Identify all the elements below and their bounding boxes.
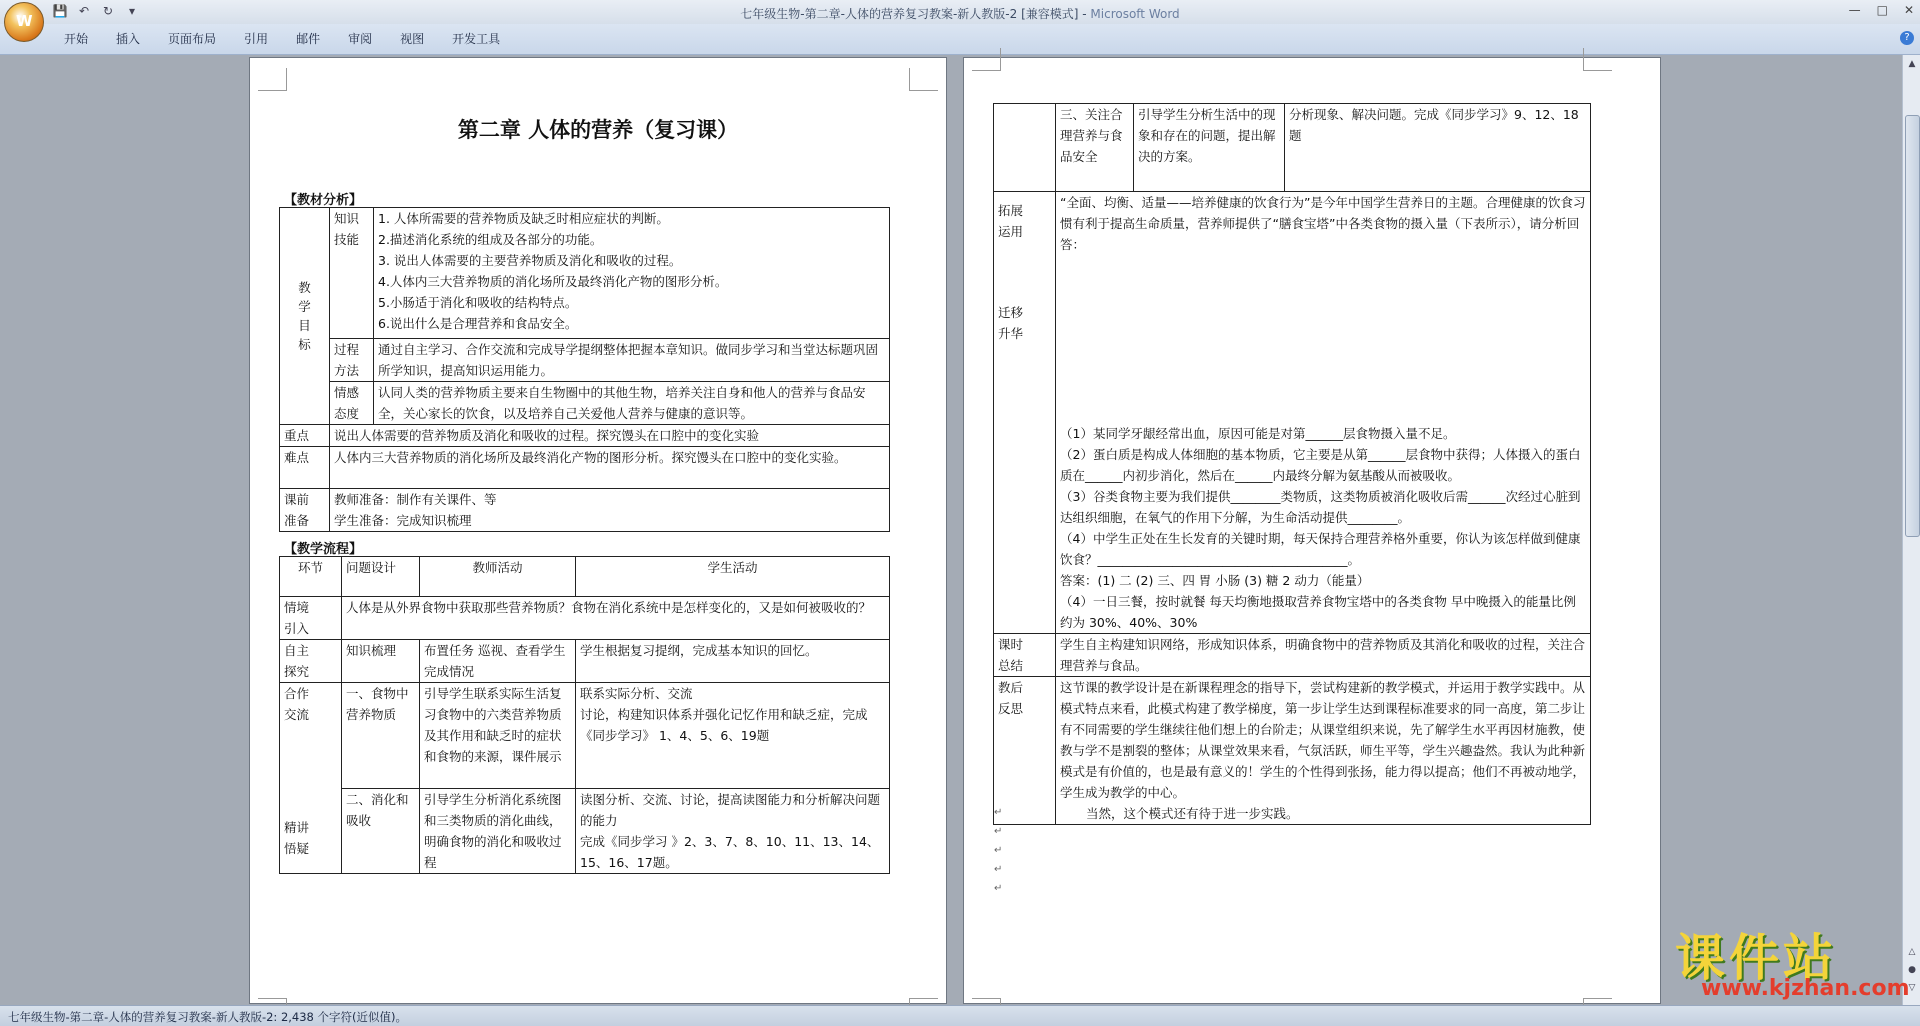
- prep-label-text: 课前准备: [284, 492, 310, 528]
- question-4: （4）中学生正处在生长发育的关键时期，每天保持合理营养格外重要，你认为该怎样做到健康饮食？________________________________________。: [1060, 531, 1581, 567]
- coop1-student: [576, 683, 890, 789]
- pyramid-table-placeholder: [1060, 255, 1586, 423]
- margin-corner: [909, 68, 938, 91]
- flow-table-continued: [993, 103, 1591, 825]
- empty-paragraph-marks: ↵ ↵ ↵ ↵ ↵: [994, 807, 1003, 894]
- food-safety-question: 三、关注合理营养与食品安全: [1056, 104, 1134, 192]
- food-safety-student: 分析现象、解决问题。完成《同步学习》9、12、18题: [1285, 104, 1591, 192]
- coop1-question: 一、食物中营养物质: [342, 683, 420, 789]
- expand-intro: “全面、均衡、适量——培养健康的饮食行为”是今年中国学生营养日的主题。合理健康的饮食习惯有利于提高生命质量，营养师提供了“膳食宝塔”中各类食物的摄入量（下表所示），请分析回答：: [1060, 195, 1586, 252]
- close-icon[interactable]: ✕: [1903, 3, 1914, 17]
- prep-label: [280, 489, 330, 532]
- next-page-icon[interactable]: ▽: [1908, 983, 1916, 993]
- site-watermark: [1665, 918, 1920, 1004]
- explain-label-text: 精讲悟疑: [284, 820, 310, 856]
- expand-label: [994, 192, 1056, 634]
- section-heading-analysis: 【教材分析】: [284, 193, 363, 208]
- food-safety-teacher: 引导学生分析生活中的现象和存在的问题，提出解决的方案。: [1134, 104, 1285, 192]
- reflection-content: [1056, 677, 1591, 825]
- prep-teacher: 教师准备：制作有关课件、等: [334, 492, 497, 507]
- tab-view[interactable]: 视图: [400, 32, 425, 46]
- reflection-last-line: 当然，这个模式还有待于进一步实践。: [1086, 806, 1299, 821]
- ribbon: [0, 24, 1920, 55]
- scroll-thumb[interactable]: [1905, 115, 1920, 537]
- summary-text: 学生自主构建知识网络，形成知识体系，明确食物中的营养物质及其消化和吸收的过程，关注合理营养与食品。: [1056, 634, 1591, 677]
- office-logo-icon: W: [16, 12, 33, 30]
- difficult-point-label: 难点: [280, 447, 330, 489]
- document-workspace: [0, 55, 1902, 1005]
- difficult-point-text: 人体内三大营养物质的消化场所及最终消化产物的图形分析。探究馒头在口腔中的变化实验。: [330, 447, 890, 489]
- knowledge-item: 3. 说出人体需要的主要营养物质及消化和吸收的过程。: [378, 253, 682, 268]
- document-name: 七年级生物-第二章-人体的营养复习教案-新人教版-2 [兼容模式]: [740, 7, 1079, 21]
- title-bar: [0, 0, 1920, 24]
- process-label-text: 过程方法: [334, 342, 360, 378]
- self-study-label: [280, 640, 342, 683]
- coop1-student-line: 讨论，构建知识体系并强化记忆作用和缺乏症，完成《同步学习》 1、4、5、6、19题: [580, 707, 868, 743]
- intro-label: [280, 597, 342, 640]
- flow-table: [279, 556, 890, 874]
- attitude-label-text: 情感态度: [334, 385, 360, 421]
- ribbon-tabs: [50, 30, 514, 47]
- document-page-1: [249, 57, 947, 1004]
- goals-label-text: 教学目标: [298, 280, 311, 352]
- self-study-label-text: 自主探究: [284, 643, 310, 679]
- scroll-up-icon[interactable]: ▲: [1908, 59, 1916, 69]
- page-title: 第二章 人体的营养（复习课）: [457, 118, 739, 142]
- intro-label-text: 情境引入: [284, 600, 310, 636]
- coop2-question: 二、消化和吸收: [342, 789, 420, 874]
- answer-line: （4）一日三餐，按时就餐 每天均衡地摄取营养食物宝塔中的各类食物 早中晚摄入的能量比例约为 30%、40%、30%: [1060, 594, 1576, 630]
- minimize-icon[interactable]: —: [1848, 3, 1861, 17]
- knowledge-item: 1. 人体所需要的营养物质及缺乏时相应症状的判断。: [378, 211, 669, 226]
- app-name: Microsoft Word: [1090, 7, 1180, 21]
- office-button[interactable]: [4, 2, 44, 42]
- margin-corner: [258, 68, 287, 91]
- tab-developer[interactable]: 开发工具: [452, 32, 501, 46]
- header-teacher: 教师活动: [420, 557, 576, 597]
- coop-label: [280, 683, 342, 874]
- process-label: [330, 339, 374, 382]
- margin-corner: [972, 48, 1001, 71]
- maximize-icon[interactable]: □: [1876, 3, 1888, 17]
- knowledge-items: [374, 208, 890, 339]
- coop1-teacher: 引导学生联系实际生活复习食物中的六类营养物质及其作用和缺乏时的症状和食物的来源，课件展示: [420, 683, 576, 789]
- prep-student: 学生准备：完成知识梳理: [334, 513, 472, 528]
- undo-icon[interactable]: ↶: [78, 4, 90, 18]
- expand-label-text: 拓展运用: [998, 203, 1024, 239]
- self-study-teacher: 布置任务 巡视、查看学生完成情况: [420, 640, 576, 683]
- coop2-student: [576, 789, 890, 874]
- reflection-label: [994, 677, 1056, 825]
- knowledge-label-text: 知识技能: [334, 211, 360, 247]
- margin-corner: [1583, 48, 1612, 71]
- window-title: 七年级生物-第二章-人体的营养复习教案-新人教版-2 [兼容模式] - Microsoft Word: [740, 7, 1180, 21]
- coop2-student-line: 读图分析、交流、讨论，提高读图能力和分析解决问题的能力: [580, 792, 881, 828]
- question-1: （1）某同学牙龈经常出血，原因可能是对第______层食物摄入量不足。: [1060, 426, 1456, 441]
- tab-review[interactable]: 审阅: [348, 32, 373, 46]
- tab-insert[interactable]: 插入: [116, 32, 141, 46]
- process-text: 通过自主学习、合作交流和完成导学提纲整体把握本章知识。做同步学习和当堂达标题巩固所学知识，提高知识运用能力。: [374, 339, 890, 382]
- window-controls: [1849, 3, 1914, 17]
- knowledge-item: 2.描述消化系统的组成及各部分的功能。: [378, 232, 603, 247]
- self-study-question: 知识梳理: [342, 640, 420, 683]
- tab-mailings[interactable]: 邮件: [296, 32, 321, 46]
- transfer-label-text: 迁移升华: [998, 305, 1024, 341]
- reflection-label-text: 教后反思: [998, 680, 1024, 716]
- key-point-label: 重点: [280, 425, 330, 447]
- knowledge-item: 6.说出什么是合理营养和食品安全。: [378, 316, 578, 331]
- knowledge-item: 4.人体内三大营养物质的消化场所及最终消化产物的图形分析。: [378, 274, 728, 289]
- attitude-text: 认同人类的营养物质主要来自生物圈中的其他生物，培养关注自身和他人的营养与食品安全，关心家长的饮食，以及培养自己关爱他人营养与健康的意识等。: [374, 382, 890, 425]
- tab-page-layout[interactable]: 页面布局: [168, 32, 217, 46]
- header-student: 学生活动: [576, 557, 890, 597]
- attitude-label: [330, 382, 374, 425]
- status-bar: [0, 1005, 1920, 1026]
- previous-page-icon[interactable]: △: [1908, 947, 1916, 957]
- vertical-scrollbar[interactable]: [1902, 55, 1920, 1005]
- browse-object-icon[interactable]: ●: [1908, 965, 1916, 975]
- status-text: 七年级生物-第二章-人体的营养复习教案-新人教版-2: 2,438 个字符(近似值)。: [8, 1010, 407, 1024]
- section-heading-flow: 【教学流程】: [284, 542, 363, 557]
- tab-home[interactable]: 开始: [64, 32, 89, 46]
- header-stage: 环节: [280, 557, 342, 597]
- help-icon[interactable]: ?: [1900, 31, 1914, 45]
- goals-label: [280, 208, 330, 425]
- header-question: 问题设计: [342, 557, 420, 597]
- coop-label-text: 合作交流: [284, 686, 310, 722]
- summary-label-text: 课时总结: [998, 637, 1024, 673]
- knowledge-label: [330, 208, 374, 339]
- coop1-student-line: 联系实际分析、交流: [580, 686, 693, 701]
- key-point-text: 说出人体需要的营养物质及消化和吸收的过程。探究馒头在口腔中的变化实验: [330, 425, 890, 447]
- document-page-2: [963, 57, 1661, 1004]
- analysis-table: [279, 207, 890, 532]
- knowledge-item: 5.小肠适于消化和吸收的结构特点。: [378, 295, 578, 310]
- self-study-student: 学生根据复习提纲，完成基本知识的回忆。: [576, 640, 890, 683]
- question-2: （2）蛋白质是构成人体细胞的基本物质，它主要是从第______层食物中获得；人体摄入的蛋白质在______内初步消化，然后在______内最终分解为氨基酸从而被吸收。: [1060, 447, 1581, 483]
- coop2-teacher: 引导学生分析消化系统图和三类物质的消化曲线，明确食物的消化和吸收过程: [420, 789, 576, 874]
- answer-line: 答案：(1) 二 (2) 三、四 胃 小肠 (3) 糖 2 动力（能量）: [1060, 573, 1370, 588]
- save-icon[interactable]: 💾: [52, 4, 68, 18]
- summary-label: [994, 634, 1056, 677]
- reflection-text: 这节课的教学设计是在新课程理念的指导下，尝试构建新的教学模式，并运用于教学实践中。从模式特点来看，此模式构建了教学梯度，第一步让学生达到课程标准要求的同一高度，第二步让有不同需要的学生继续往他们想上的台阶走；从课堂组织来说，先了解学生水平再因材施教，使教与学不是割裂的整体；从课堂效果来看，气氛活跃，师生平等，学生兴趣盎然。我认为此种新模式是有价值的，也是最有意义的！学生的个性得到张扬，能力得以提高；他们不再被动地学，学生成为教学的中心。: [1060, 680, 1586, 800]
- tab-references[interactable]: 引用: [244, 32, 269, 46]
- redo-icon[interactable]: ↻: [102, 4, 114, 18]
- coop2-student-line: 完成《同步学习 》2、3、7、8、10、11、13、14、15、16、17题。: [580, 834, 880, 870]
- empty-stage-cell: [994, 104, 1056, 192]
- watermark-title: 课件站: [1675, 929, 1837, 987]
- watermark-url: www.kjzhan.com: [1701, 976, 1910, 1001]
- question-3: （3）谷类食物主要为我们提供________类物质，这类物质被消化吸收后需______次经过心脏到达组织细胞，在氧气的作用下分解，为生命活动提供________。: [1060, 489, 1581, 525]
- prep-text: [330, 489, 890, 532]
- customize-qat-icon[interactable]: ▾: [128, 4, 136, 18]
- intro-text: 人体是从外界食物中获取那些营养物质？食物在消化系统中是怎样变化的，又是如何被吸收的？: [342, 597, 890, 640]
- expand-content: [1056, 192, 1591, 634]
